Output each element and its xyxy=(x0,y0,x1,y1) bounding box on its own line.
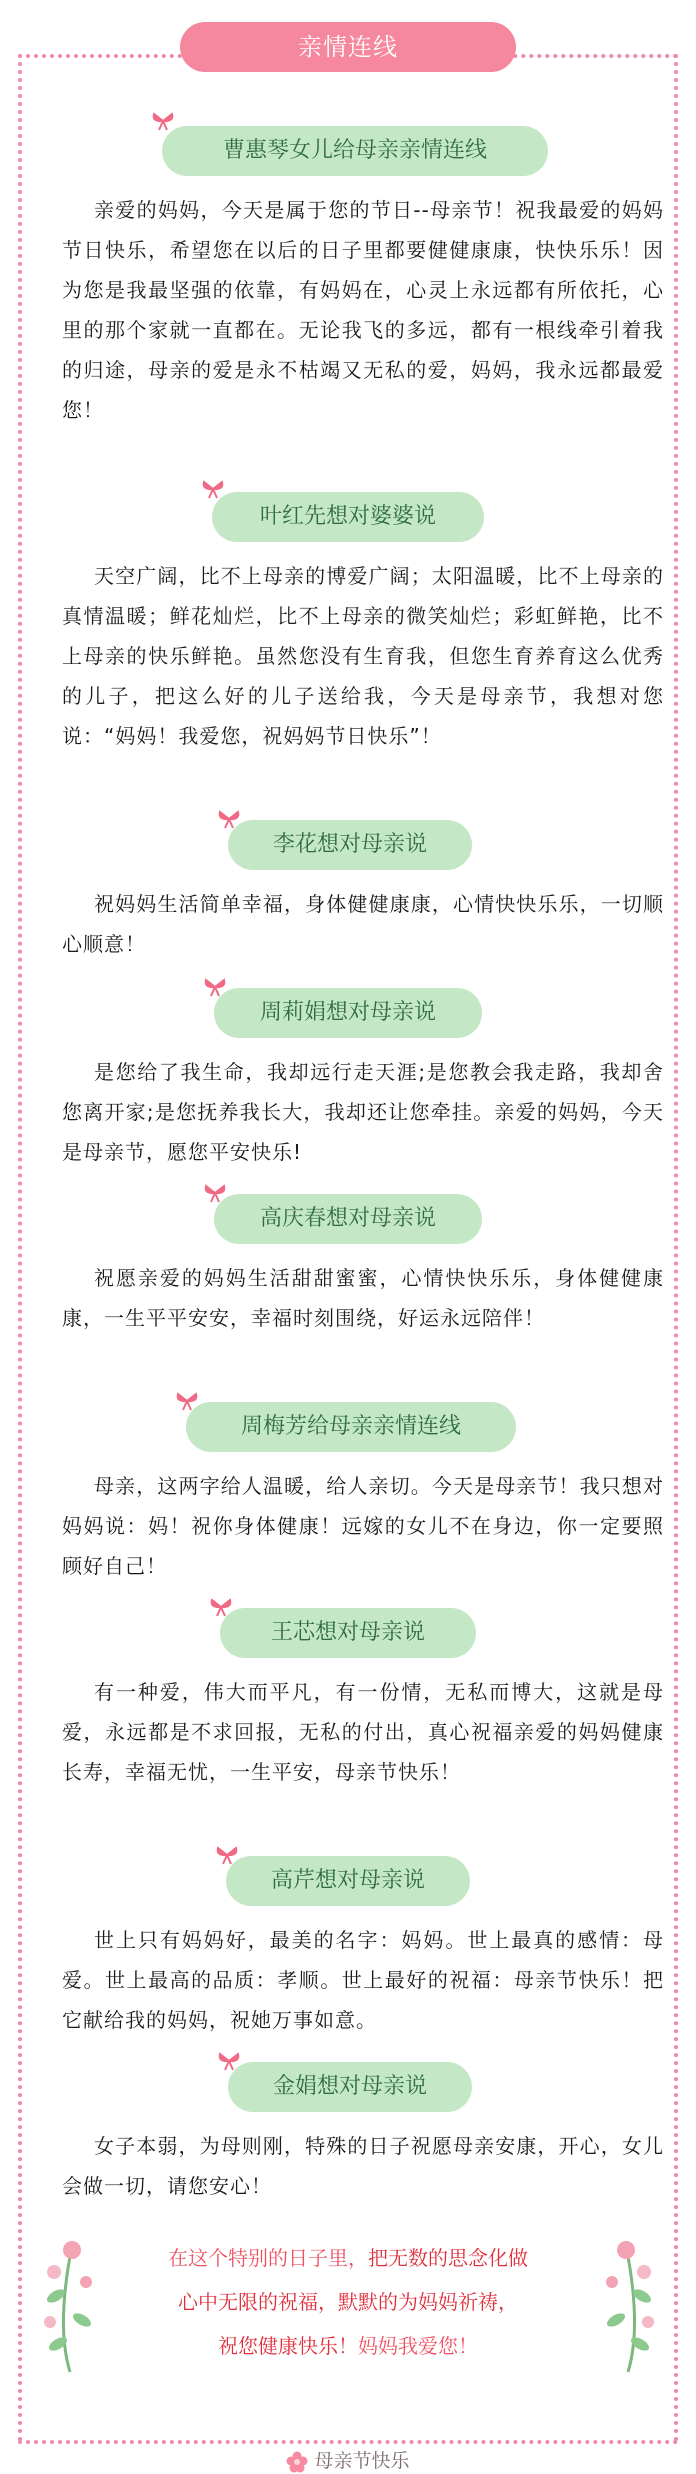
section-title: 周梅芳给母亲亲情连线 xyxy=(186,1402,516,1452)
section-title: 高庆春想对母亲说 xyxy=(214,1194,482,1244)
section-title: 金娟想对母亲说 xyxy=(228,2062,472,2112)
section-title: 李花想对母亲说 xyxy=(228,820,472,870)
section-title: 高芹想对母亲说 xyxy=(226,1856,470,1906)
bottom-dotted-line xyxy=(18,2440,678,2444)
flower-branch-left-icon xyxy=(36,2236,100,2376)
closing-message xyxy=(100,2236,596,2368)
flower-branch-right-icon xyxy=(598,2236,662,2376)
section-title: 周莉娟想对母亲说 xyxy=(214,988,482,1038)
section-paragraph: 亲爱的妈妈，今天是属于您的节日--母亲节！祝我最爱的妈妈节日快乐，希望您在以后的日子里都要健健康康，快快乐乐！因为您是我最坚强的依靠，有妈妈在，心灵上永远都有所依托，心里的那个家就一直都在。无论我飞的多远，都有一根线牵引着我的归途，母亲的爱是永不枯竭又无私的爱，妈妈，我永远都最爱您！ xyxy=(62,198,664,422)
section-paragraph: 女子本弱，为母则刚，特殊的日子祝愿母亲安康，开心，女儿会做一切，请您安心！ xyxy=(62,2134,664,2198)
section-paragraph: 母亲，这两字给人温暖，给人亲切。今天是母亲节！我只想对妈妈说：妈！祝你身体健康！远嫁的女儿不在身边，你一定要照顾好自己！ xyxy=(62,1474,664,1578)
page-title: 亲情连线 xyxy=(180,22,516,72)
bow-icon xyxy=(152,110,174,132)
closing-line1-b: 把无数的思念化做 xyxy=(368,2246,528,2270)
closing-line1-a: 在这个特别的日子里， xyxy=(168,2246,368,2270)
footer-text: 母亲节快乐 xyxy=(314,2450,410,2472)
section-paragraph: 世上只有妈妈好，最美的名字：妈妈。世上最真的感情：母爱。世上最高的品质：孝顺。世上最好的祝福：母亲节快乐！把它献给我的妈妈，祝她万事如意。 xyxy=(62,1928,664,2032)
section-paragraph: 祝愿亲爱的妈妈生活甜甜蜜蜜，心情快快乐乐，身体健健康康，一生平平安安，幸福时刻围绕，好运永远陪伴！ xyxy=(62,1266,664,1330)
section-title: 王芯想对母亲说 xyxy=(220,1608,476,1658)
closing-line3-b: 妈妈我爱您！ xyxy=(358,2334,478,2358)
flower-icon xyxy=(286,2451,308,2473)
section-title: 叶红先想对婆婆说 xyxy=(212,492,484,542)
closing-line2: 心中无限的祝福，默默的为妈妈祈祷， xyxy=(178,2290,518,2314)
closing-line3-a: 祝您健康快乐！ xyxy=(218,2334,358,2358)
section-paragraph: 祝妈妈生活简单幸福，身体健健康康，心情快快乐乐，一切顺心顺意！ xyxy=(62,892,664,956)
footer xyxy=(0,2446,696,2473)
section-paragraph: 有一种爱，伟大而平凡，有一份情，无私而博大，这就是母爱，永远都是不求回报，无私的付出，真心祝福亲爱的妈妈健康长寿，幸福无忧，一生平安，母亲节快乐！ xyxy=(62,1680,664,1784)
section-paragraph: 天空广阔，比不上母亲的博爱广阔；太阳温暖，比不上母亲的真情温暖；鲜花灿烂，比不上母亲的微笑灿烂；彩虹鲜艳，比不上母亲的快乐鲜艳。虽然您没有生育我，但您生育养育这么优秀的儿子，把这么好的儿子送给我，今天是母亲节，我想对您说：“妈妈！我爱您，祝妈妈节日快乐”！ xyxy=(62,564,664,748)
section-paragraph: 是您给了我生命，我却远行走天涯;是您教会我走路，我却舍您离开家;是您抚养我长大，我却还让您牵挂。亲爱的妈妈，今天是母亲节，愿您平安快乐! xyxy=(62,1060,664,1164)
section-title: 曹惠琴女儿给母亲亲情连线 xyxy=(162,126,548,176)
